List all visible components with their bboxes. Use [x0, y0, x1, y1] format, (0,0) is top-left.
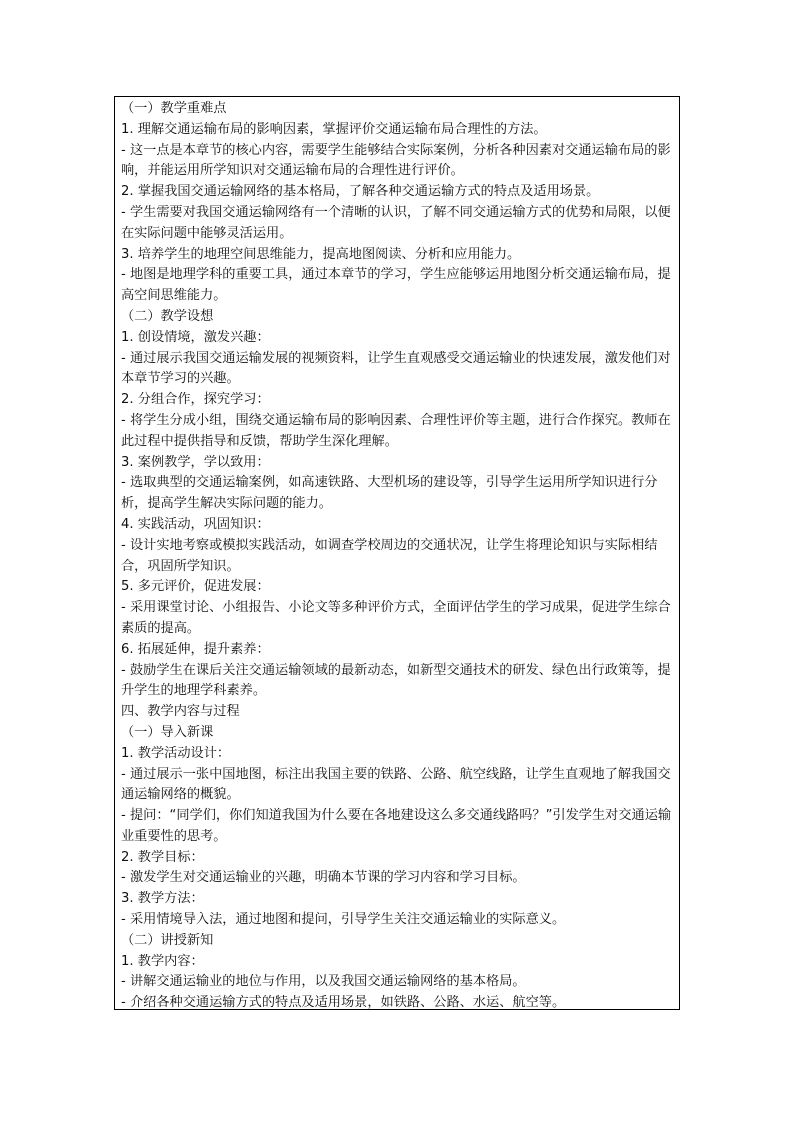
text-line: - 采用课堂讨论、小组报告、小论文等多种评价方式，全面评估学生的学习成果，促进学生综合素质的提高。 — [121, 600, 671, 636]
text-line: - 介绍各种交通运输方式的特点及适用场景，如铁路、公路、水运、航空等。 — [121, 995, 566, 1011]
text-line: - 激发学生对交通运输业的兴趣，明确本节课的学习内容和学习目标。 — [121, 870, 526, 886]
text-line: - 地图是地理学科的重要工具，通过本章节的学习，学生应能够运用地图分析交通运输布局，提高空间思维能力。 — [121, 267, 671, 304]
content-table-cell — [114, 96, 680, 1010]
text-line: 3. 案例教学，学以致用： — [121, 454, 270, 470]
text-line: 4. 实践活动，巩固知识： — [121, 516, 270, 532]
text-line: - 将学生分成小组，围绕交通运输布局的影响因素、合理性评价等主题，进行合作探究。教师在此过程中提供指导和反馈，帮助学生深化理解。 — [121, 412, 671, 449]
text-line: （一）导入新课 — [121, 724, 214, 740]
text-line: 2. 教学目标： — [121, 849, 204, 865]
text-line: 2. 掌握我国交通运输网络的基本格局，了解各种交通运输方式的特点及适用场景。 — [121, 184, 600, 200]
text-line: （一）教学重难点 — [121, 101, 227, 116]
text-line: 2. 分组合作，探究学习： — [121, 392, 270, 408]
text-line: - 通过展示我国交通运输发展的视频资料，让学生直观感受交通运输业的快速发展，激发他们对本章节学习的兴趣。 — [121, 350, 671, 387]
text-line: 1. 理解交通运输布局的影响因素，掌握评价交通运输布局合理性的方法。 — [121, 121, 547, 137]
text-line: 1. 教学活动设计： — [121, 745, 231, 761]
text-line: （二）讲授新知 — [121, 932, 214, 948]
text-line: - 学生需要对我国交通运输网络有一个清晰的认识，了解不同交通运输方式的优势和局限，以便在实际问题中能够灵活运用。 — [121, 204, 671, 241]
text-line: - 讲解交通运输业的地位与作用，以及我国交通运输网络的基本格局。 — [121, 974, 526, 990]
text-line: - 选取典型的交通运输案例，如高速铁路、大型机场的建设等，引导学生运用所学知识进行分析，提高学生解决实际问题的能力。 — [121, 475, 658, 512]
text-line: - 提问：“同学们，你们知道我国为什么要在各地建设这么多交通线路吗？”引发学生对交通运输业重要性的思考。 — [121, 808, 672, 844]
text-line: 四、教学内容与过程 — [121, 704, 240, 720]
text-line: - 采用情境导入法，通过地图和提问，引导学生关注交通运输业的实际意义。 — [121, 912, 566, 928]
text-line: （二）教学设想 — [121, 308, 214, 324]
text-line: - 设计实地考察或模拟实践活动，如调查学校周边的交通状况，让学生将理论知识与实际相结合，巩固所学知识。 — [121, 537, 658, 574]
text-line: 1. 创设情境，激发兴趣： — [121, 329, 270, 345]
text-line: 6. 拓展延伸，提升素养： — [121, 641, 270, 657]
text-line: 5. 多元评价，促进发展： — [121, 579, 270, 595]
text-line: - 鼓励学生在课后关注交通运输领域的最新动态，如新型交通技术的研发、绿色出行政策等，提升学生的地理学科素养。 — [121, 662, 671, 699]
text-line: - 通过展示一张中国地图，标注出我国主要的铁路、公路、航空线路，让学生直观地了解我国交通运输网络的概貌。 — [121, 766, 671, 803]
text-line: 3. 培养学生的地理空间思维能力，提高地图阅读、分析和应用能力。 — [121, 246, 521, 262]
text-line: - 这一点是本章节的核心内容，需要学生能够结合实际案例，分析各种因素对交通运输布局的影响，并能运用所学知识对交通运输布局的合理性进行评价。 — [121, 142, 671, 179]
text-line: 3. 教学方法： — [121, 891, 204, 907]
text-line: 1. 教学内容： — [121, 953, 204, 969]
